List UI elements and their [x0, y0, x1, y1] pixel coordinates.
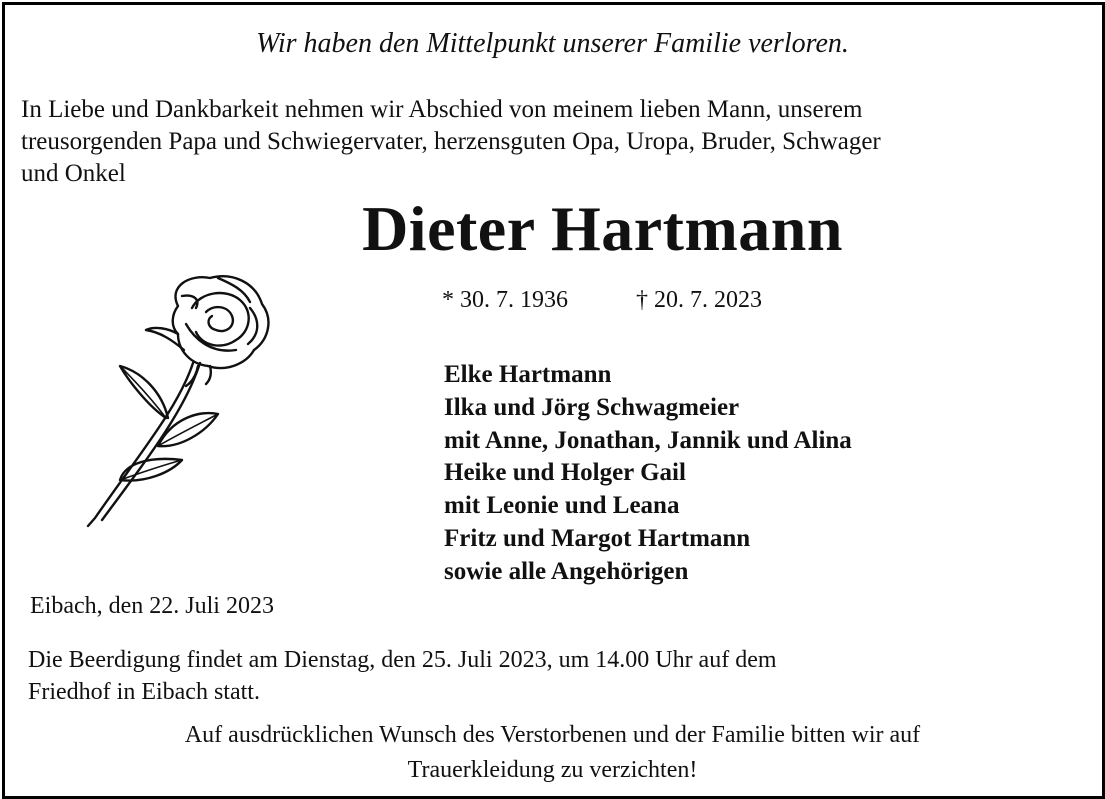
rose-icon — [50, 268, 300, 538]
mourner-line: Fritz und Margot Hartmann — [444, 524, 751, 552]
intro-line: und Onkel — [21, 160, 126, 187]
family-wish — [0, 718, 1105, 788]
mourner-line: mit Anne, Jonathan, Jannik und Alina — [444, 426, 852, 454]
birth-date: * 30. 7. 1936 — [442, 287, 568, 313]
wish-line: Trauerkleidung zu verzichten! — [407, 757, 698, 783]
mourner-line: Heike und Holger Gail — [444, 459, 686, 487]
wish-line: Auf ausdrücklichen Wunsch des Verstorbenen und der Familie bitten wir auf — [184, 722, 921, 748]
mourner-line: sowie alle Angehörigen — [444, 557, 689, 585]
intro-text — [21, 94, 881, 190]
mourner-line: Ilka und Jörg Schwagmeier — [444, 393, 740, 421]
mourner-line: mit Leonie und Leana — [444, 492, 680, 520]
death-date: † 20. 7. 2023 — [636, 287, 762, 313]
motto: Wir haben den Mittelpunkt unserer Familie verloren. — [256, 28, 849, 59]
intro-line: treusorgenden Papa und Schwiegervater, herzensguten Opa, Uropa, Bruder, Schwager — [21, 128, 881, 155]
funeral-line: Friedhof in Eibach statt. — [28, 679, 260, 705]
mourners-list — [444, 359, 852, 589]
mourner-line: Elke Hartmann — [444, 361, 612, 388]
funeral-info — [28, 644, 777, 708]
deceased-name: Dieter Hartmann — [362, 193, 843, 264]
place-date: Eibach, den 22. Juli 2023 — [30, 593, 274, 619]
intro-line: In Liebe und Dankbarkeit nehmen wir Abschied von meinem lieben Mann, unserem — [21, 96, 863, 123]
funeral-line: Die Beerdigung findet am Dienstag, den 25. Juli 2023, um 14.00 Uhr auf dem — [28, 647, 777, 673]
